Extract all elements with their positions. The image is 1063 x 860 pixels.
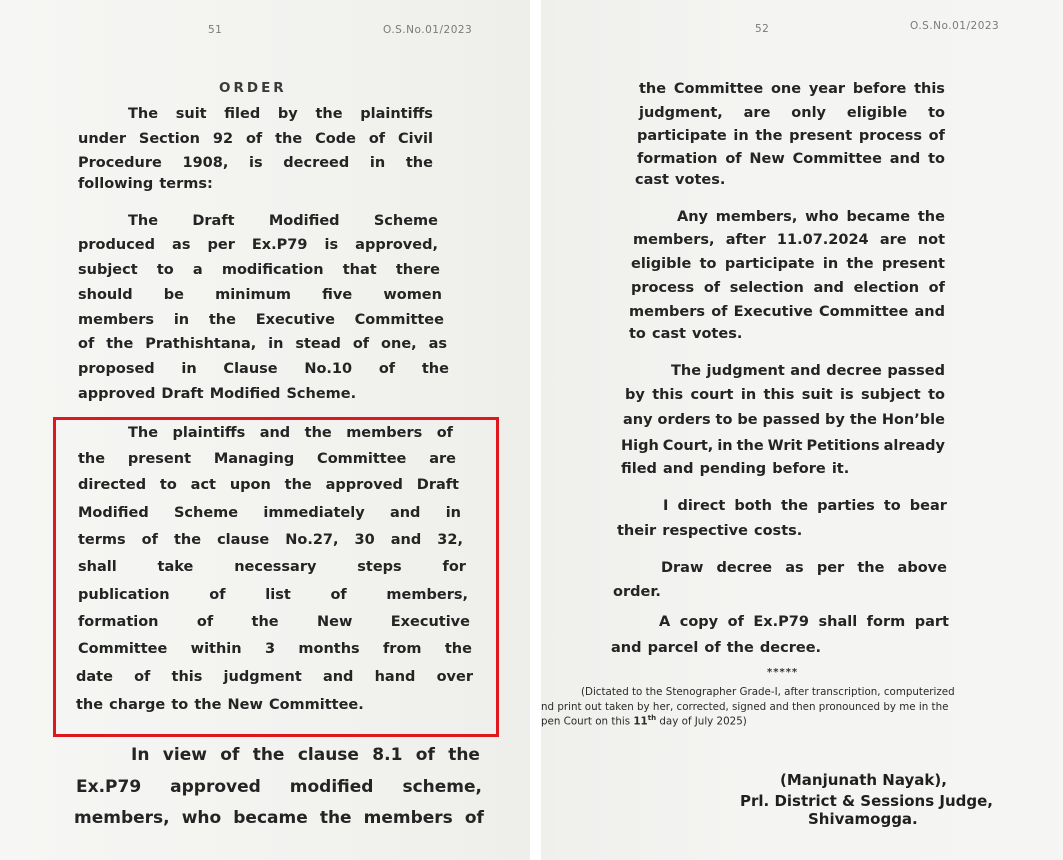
text-line: judgment, are only eligible to: [639, 105, 945, 121]
text-line: produced as per Ex.P79 is approved,: [78, 237, 438, 253]
text-line: following terms:: [78, 176, 213, 192]
text-line: under Section 92 of the Code of Civil: [78, 131, 433, 147]
text-line: to cast votes.: [629, 326, 743, 342]
text-line: their respective costs.: [617, 523, 803, 539]
text-line: I direct both the parties to bear: [663, 498, 947, 514]
left-document-page: [0, 0, 530, 860]
text-line: by this court in this suit is subject to: [625, 387, 945, 403]
text-line: of the Prathishtana, in stead of one, as: [78, 336, 447, 352]
page-number: 51: [208, 24, 223, 36]
text-line: order.: [613, 584, 661, 600]
text-line: A copy of Ex.P79 shall form part: [659, 614, 949, 630]
text-line: process of selection and election of: [631, 280, 945, 296]
text-line: shall take necessary steps for: [78, 559, 466, 575]
text-line: members in the Executive Committee: [78, 312, 444, 328]
judge-name: (Manjunath Nayak),: [780, 771, 947, 789]
text-line: the charge to the New Committee.: [76, 697, 364, 713]
text-line: The Draft Modified Scheme: [128, 213, 438, 229]
text-line: directed to act upon the approved Draft: [78, 477, 459, 493]
separator: *****: [767, 667, 799, 678]
text-line: the present Managing Committee are: [78, 451, 456, 467]
text-line: In view of the clause 8.1 of the: [131, 745, 480, 765]
text-line: and parcel of the decree.: [611, 640, 822, 656]
dictation-line: pen Court on this 11th day of July 2025): [541, 714, 747, 728]
text-line: Procedure 1908, is decreed in the: [78, 155, 433, 171]
text-line: publication of list of members,: [78, 587, 468, 603]
order-heading: ORDER: [219, 80, 287, 96]
text-line: date of this judgment and hand over: [76, 669, 473, 685]
text-line: proposed in Clause No.10 of the: [78, 361, 449, 377]
red-highlight-box: [53, 417, 499, 737]
text-line: should be minimum five women: [78, 287, 442, 303]
text-line: the Committee one year before this: [639, 81, 945, 97]
text-line: subject to a modification that there: [78, 262, 440, 278]
text-line: formation of New Committee and to: [637, 151, 945, 167]
text-line: approved Draft Modified Scheme.: [78, 386, 357, 402]
text-line: terms of the clause No.27, 30 and 32,: [78, 532, 463, 548]
text-line: filed and pending before it.: [621, 461, 850, 477]
text-line: members, who became the members of: [74, 808, 484, 828]
text-line: The plaintiffs and the members of: [128, 425, 453, 441]
case-reference: O.S.No.01/2023: [910, 20, 1000, 32]
dictation-line: (Dictated to the Stenographer Grade-I, after transcription, computerized: [581, 686, 955, 698]
text-line: Ex.P79 approved modified scheme,: [76, 777, 482, 797]
court-location: Shivamogga.: [808, 810, 918, 828]
text-line: The suit filed by the plaintiffs: [128, 106, 433, 122]
dictation-day-suffix: th: [647, 714, 657, 722]
text-line: Committee within 3 months from the: [78, 641, 472, 657]
text-line: any orders to be passed by the Hon’ble: [623, 412, 945, 428]
judge-designation: Prl. District & Sessions Judge,: [740, 792, 993, 810]
text-line: eligible to participate in the present: [631, 256, 945, 272]
dictation-line: nd print out taken by her, corrected, signed and then pronounced by me in the: [541, 701, 949, 713]
text-line: High Court, in the Writ Petitions already: [621, 438, 945, 454]
text-line: members, after 11.07.2024 are not: [633, 232, 945, 248]
text-line: Draw decree as per the above: [661, 560, 947, 576]
text-line: cast votes.: [635, 172, 726, 188]
case-reference: O.S.No.01/2023: [383, 24, 473, 36]
text-line: The judgment and decree passed: [671, 363, 945, 379]
page-number: 52: [755, 23, 770, 35]
page-gap: [530, 0, 541, 860]
right-document-page: [541, 0, 1063, 860]
text-line: Modified Scheme immediately and in: [78, 505, 461, 521]
text-line: Any members, who became the: [677, 209, 945, 225]
dictation-day: 11: [633, 715, 648, 728]
text-line: members of Executive Committee and: [629, 304, 945, 320]
text-line: participate in the present process of: [637, 128, 945, 144]
text-line: formation of the New Executive: [78, 614, 470, 630]
